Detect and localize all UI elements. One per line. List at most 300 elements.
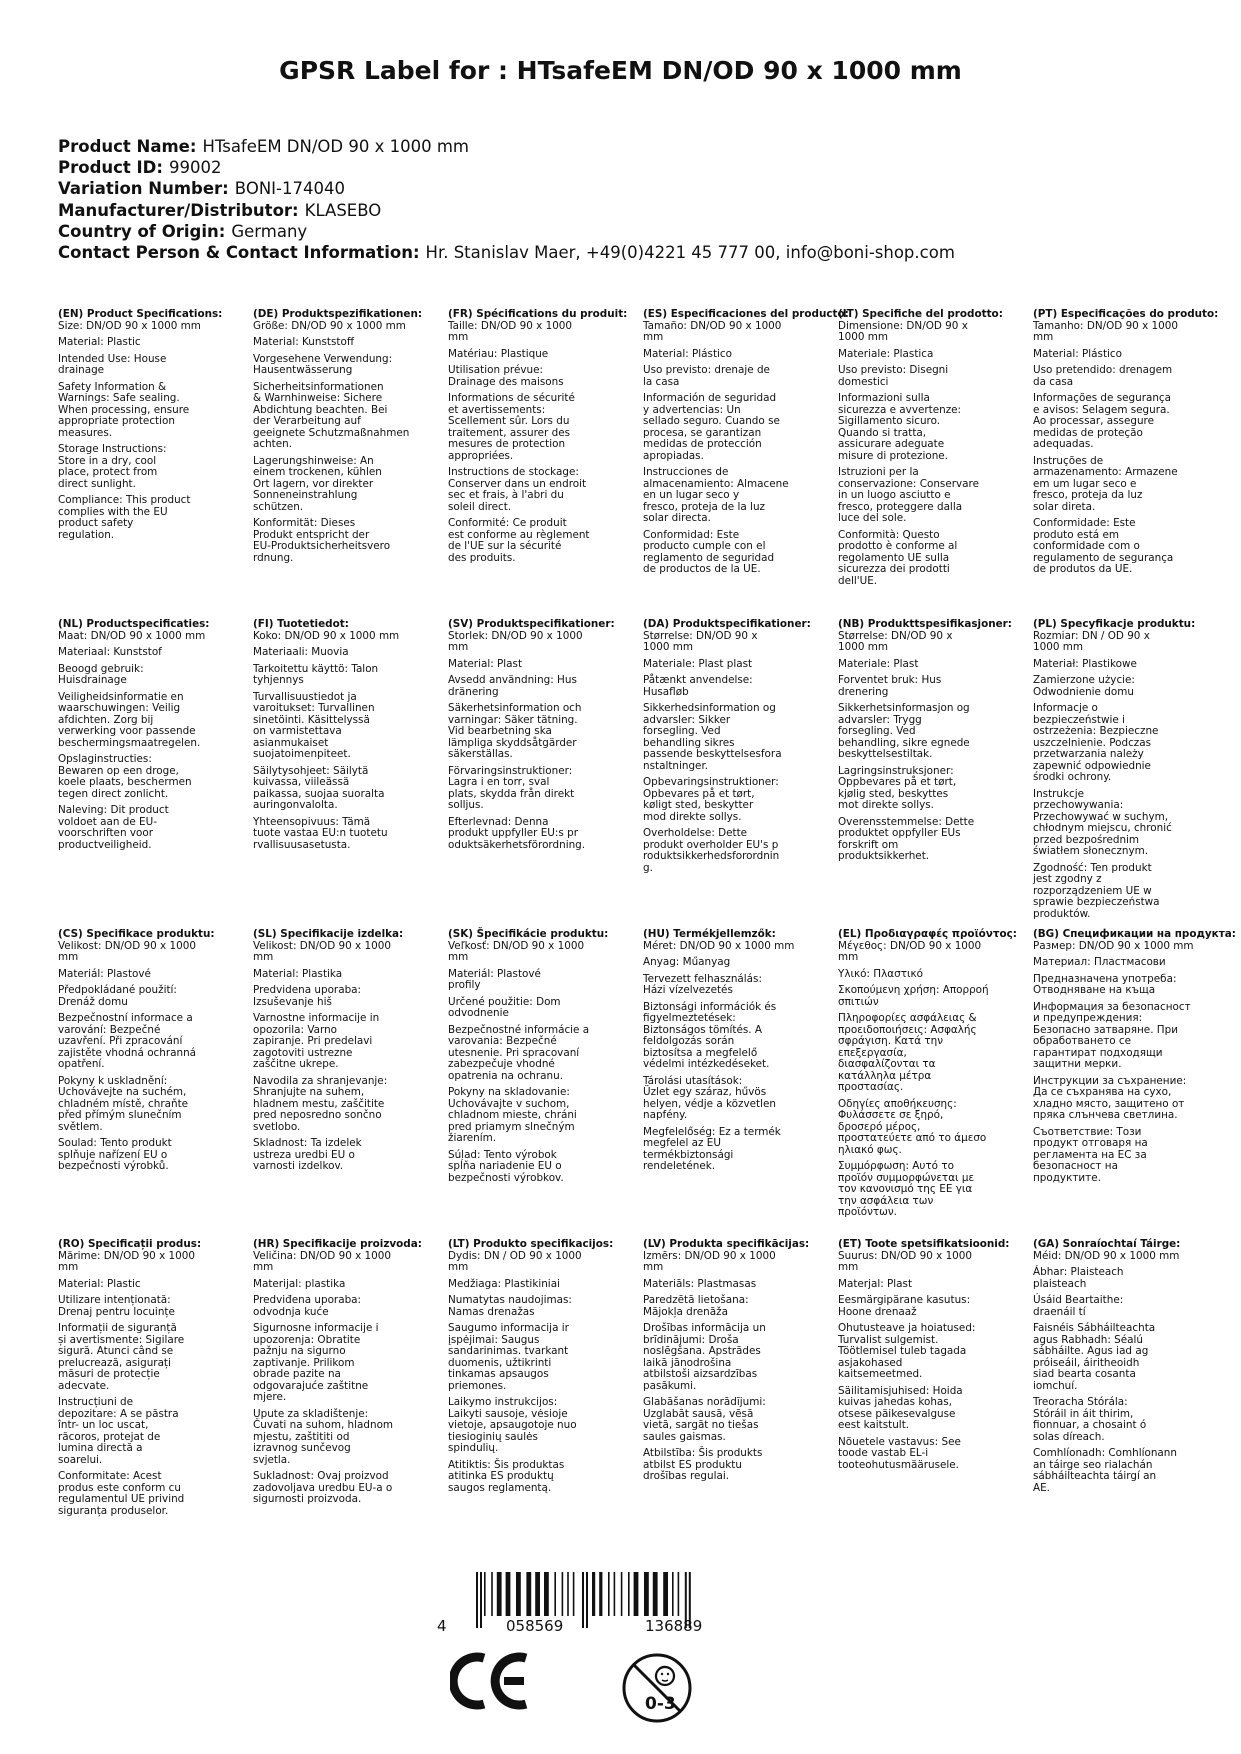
spec-heading: (NB) Produkttspesifikasjoner: <box>838 618 1012 630</box>
spec-line: svetlobo. <box>253 1120 301 1133</box>
spec-line: hladnem mestu, zaščitite <box>253 1097 385 1110</box>
spec-line: Przechowywać w suchym, <box>1033 810 1169 823</box>
spec-line: 1000 mm <box>838 331 888 343</box>
spec-line: próiseáil, áiritheoidh <box>1033 1356 1140 1369</box>
spec-line: Odwodnienie domu <box>1033 685 1134 698</box>
spec-line: Størrelse: DN/OD 90 x <box>643 629 758 642</box>
spec-line: Dydis: DN / OD 90 x 1000 <box>448 1249 582 1262</box>
spec-heading: (DE) Produktspezifikationen: <box>253 308 422 320</box>
spec-line: mot direkte sollys. <box>838 799 934 811</box>
spec-line: säkerställas. <box>448 748 513 760</box>
spec-line: køligt sted, beskytter <box>643 799 754 811</box>
spec-line: sicurezza dei prodotti <box>838 563 950 575</box>
spec-line: otsese päikesevalguse <box>838 1407 956 1420</box>
spec-line: Intended Use: House <box>58 352 167 365</box>
spec-line: sigurnosti proizvoda. <box>253 1493 362 1505</box>
spec-line: y advertencias: Un <box>643 403 741 416</box>
spec-line: Материал: Пластмасови <box>1033 956 1166 968</box>
spec-line: Anyag: Műanyag <box>643 956 731 968</box>
spec-line: medidas de proteção <box>1033 426 1143 439</box>
spec-line: Predviđena uporaba: <box>253 1294 362 1306</box>
spec-line: и предупреждения: <box>1033 1012 1143 1024</box>
barcode-bar <box>506 1572 511 1616</box>
spec-line: Drenaj pentru locuințe <box>58 1305 175 1318</box>
spec-line: profily <box>448 979 481 991</box>
spec-line: Házi vízelvezetés <box>643 984 733 996</box>
spec-line: Size: DN/OD 90 x 1000 mm <box>58 319 201 332</box>
spec-line: adecvate. <box>58 1379 110 1392</box>
spec-line: Drenáž domu <box>58 995 128 1008</box>
spec-line: nstaltninger. <box>643 759 709 772</box>
barcode-bar <box>491 1572 493 1616</box>
spec-line: mm <box>448 331 469 343</box>
spec-line: Förvaringsinstruktioner: <box>448 764 573 777</box>
spec-line: sprawie bezpieczeństwa <box>1033 896 1160 908</box>
spec-line: επεξεργασία, <box>838 1046 907 1059</box>
spec-line: Atbilstība: Šis produkts <box>643 1447 763 1459</box>
spec-line: Materijal: plastika <box>253 1277 346 1290</box>
spec-block <box>1033 309 1221 576</box>
spec-line: защитни мерки. <box>1033 1058 1122 1070</box>
spec-line: rozporządzeniem UE w <box>1033 884 1152 897</box>
spec-line: προστατεύετε από το άμεσο <box>838 1132 987 1144</box>
spec-line: 1000 mm <box>643 641 693 653</box>
spec-line: voldoet aan de EU- <box>58 815 157 828</box>
spec-heading: (PT) Especificações do produto: <box>1033 308 1219 320</box>
spec-line: behandling sikres <box>643 736 735 749</box>
spec-line: Tamanho: DN/OD 90 x 1000 <box>1033 319 1178 332</box>
spec-line: Súlad: Tento výrobok <box>448 1148 557 1161</box>
spec-line: zadovoljava uredbu EU-a o <box>253 1481 393 1494</box>
spec-line: Veľkosť: DN/OD 90 x 1000 <box>448 939 585 952</box>
spec-line: Υλικό: Πλαστικό <box>838 967 923 980</box>
spec-line: zajistěte vhodná ochranná <box>58 1046 197 1059</box>
spec-line: forskrift om <box>838 838 899 851</box>
spec-line: Sigillamento sicuro. <box>838 415 941 427</box>
spec-line: produkt overholder EU's p <box>643 838 779 851</box>
spec-line: Materiál: Plastové <box>448 967 541 980</box>
spec-line: răcoros, protejat de <box>58 1430 161 1443</box>
spec-line: varovania: Bezpečné <box>448 1035 557 1047</box>
spec-line: Sicherheitsinformationen <box>253 380 384 393</box>
spec-line: zapewnić odpowiednie <box>1033 759 1151 772</box>
spec-block <box>58 1239 246 1517</box>
spec-line: Φυλάσσετε σε ξηρό, <box>838 1109 944 1121</box>
spec-line: Instructions de stockage: <box>448 466 579 478</box>
info-row-country <box>58 221 955 242</box>
spec-line: noslēgšana. Apstrādes <box>643 1345 761 1357</box>
spec-line: toode vastab EL-i <box>838 1447 929 1459</box>
spec-line: plats, skydda från direkt <box>448 787 575 800</box>
spec-line: kjølig sted, beskyttes <box>838 787 949 800</box>
spec-line: Uso previsto: Disegni <box>838 364 949 376</box>
spec-line: Varnostne informacije in <box>253 1012 380 1024</box>
spec-line: atbilst ES produktu <box>643 1458 742 1471</box>
spec-line: produktów. <box>1033 907 1091 920</box>
spec-line: Conserver dans un endroit <box>448 477 587 490</box>
spec-line: atitinka ES produktų <box>448 1470 554 1482</box>
spec-line: depozitare: A se păstra <box>58 1407 179 1420</box>
spec-line: Bezpečnostné informácie a <box>448 1023 590 1036</box>
spec-line: τον κανονισμό της ΕΕ για <box>838 1183 973 1195</box>
spec-line: on varmistettava <box>253 725 342 737</box>
spec-line: rendeletének. <box>643 1160 716 1172</box>
spec-line: asjakohased <box>838 1356 903 1369</box>
spec-line: ustreza uredbi EU o <box>253 1148 355 1161</box>
spec-line: agus Rabhadh: Séalú <box>1033 1333 1143 1346</box>
barcode-bar <box>672 1572 674 1616</box>
ce-mark-icon <box>450 1652 530 1710</box>
spec-line: de l'UE sur la sécurité <box>448 540 562 552</box>
spec-line: procesa, se garantizan <box>643 426 762 439</box>
spec-line: Huisdrainage <box>58 674 127 686</box>
spec-line: světlem. <box>58 1120 103 1133</box>
spec-line: Pokyny na skladovanie: <box>448 1086 570 1098</box>
barcode-bar <box>592 1572 595 1616</box>
spec-line: Soulad: Tento produkt <box>58 1137 172 1149</box>
spec-line: Üzlet egy száraz, hűvös <box>643 1086 767 1098</box>
spec-line: duomenis, užtikrinti <box>448 1356 552 1369</box>
spec-line: appropriate protection <box>58 415 175 427</box>
spec-line: zagotoviti ustrezne <box>253 1046 353 1059</box>
spec-line: laikā jānodrošina <box>643 1356 732 1369</box>
barcode-bar <box>567 1572 569 1616</box>
spec-line: mm <box>838 1261 859 1273</box>
spec-line: Utilizare intenționată: <box>58 1294 171 1306</box>
spec-line: Materiaali: Muovia <box>253 646 349 658</box>
barcode-bar <box>544 1572 549 1616</box>
spec-line: brīdinājumi: Droša <box>643 1333 739 1346</box>
spec-line: Nõuetele vastavus: See <box>838 1435 961 1448</box>
spec-line: Conformidade: Este <box>1033 517 1136 529</box>
spec-line: Veličina: DN/OD 90 x 1000 <box>253 1249 391 1262</box>
spec-line: producto cumple con el <box>643 540 766 552</box>
spec-line: măsuri de protecție <box>58 1368 160 1380</box>
spec-line: lämpliga skyddsåtgärder <box>448 736 577 749</box>
spec-line: przetwarzania należy <box>1033 748 1144 760</box>
spec-heading: (GA) Sonraíochtaí Táirge: <box>1033 1238 1181 1250</box>
spec-line: гарантират подходящи <box>1033 1046 1163 1059</box>
spec-line: προστασίας. <box>838 1081 904 1093</box>
spec-block <box>58 619 246 851</box>
spec-line: mm <box>448 641 469 653</box>
spec-line: soleil direct. <box>448 500 512 513</box>
spec-line: mm <box>58 951 79 963</box>
spec-line: Dimensione: DN/OD 90 x <box>838 319 968 332</box>
spec-line: Materjal: Plast <box>838 1277 913 1290</box>
spec-block <box>448 309 636 564</box>
spec-line: Shranjujte na suhem, <box>253 1086 365 1098</box>
spec-line: Instrukcje <box>1033 787 1085 800</box>
spec-line: regulamento de segurança <box>1033 551 1174 564</box>
barcode-bar <box>678 1572 680 1616</box>
barcode-bar <box>599 1572 602 1616</box>
spec-line: продукт отговаря на <box>1033 1137 1148 1149</box>
spec-line: lumina directă a <box>58 1442 143 1454</box>
spec-line: solljus. <box>448 799 484 811</box>
spec-line: upozorenja: Obratite <box>253 1333 361 1346</box>
spec-line: napfény. <box>643 1109 688 1121</box>
spec-line: adequadas. <box>1033 438 1094 450</box>
barcode-bar <box>663 1572 668 1616</box>
info-row-manufacturer <box>58 200 955 221</box>
spec-heading: (FR) Spécifications du produit: <box>448 308 628 320</box>
spec-line: Efterlevnad: Denna <box>448 815 549 828</box>
barcode-bar <box>582 1572 584 1628</box>
spec-heading: (IT) Specifiche del prodotto: <box>838 308 1003 320</box>
spec-line: odgovarajuće zaštitne <box>253 1379 369 1392</box>
spec-line: Maat: DN/OD 90 x 1000 mm <box>58 629 206 642</box>
spec-line: Lagerungshinweise: An <box>253 454 374 467</box>
spec-line: Informacje o <box>1033 702 1098 714</box>
spec-line: προϊόν συμμορφώνεται με <box>838 1171 975 1184</box>
barcode-digits-left: 058569 <box>506 1617 564 1635</box>
spec-line: Opslaginstructies: <box>58 753 152 765</box>
spec-line: regulation. <box>58 528 115 541</box>
spec-line: mm <box>253 951 274 963</box>
spec-line: em um lugar seco e <box>1033 477 1137 490</box>
spec-line: varování: Bezpečné <box>58 1023 161 1036</box>
spec-line: drenering <box>838 685 889 698</box>
spec-line: measures. <box>58 426 113 439</box>
spec-line: προειδοποιήσεις: Ασφαλής <box>838 1023 977 1036</box>
spec-line: Mărime: DN/OD 90 x 1000 <box>58 1249 195 1262</box>
spec-line: Materiale: Plast <box>838 657 919 670</box>
spec-line: įspėjimai: Saugus <box>448 1333 540 1346</box>
spec-line: Säilytysohjeet: Säilytä <box>253 764 369 777</box>
spec-heading: (EL) Προδιαγραφές προϊόντος: <box>838 928 1017 940</box>
spec-line: uzavření. Při zpracování <box>58 1035 183 1047</box>
spec-line: Storlek: DN/OD 90 x 1000 <box>448 629 583 642</box>
spec-line: Comhlíonadh: Comhlíonann <box>1033 1447 1177 1459</box>
spec-line: behandling, sikre egnede <box>838 736 970 749</box>
spec-line: Taille: DN/OD 90 x 1000 <box>448 319 573 332</box>
spec-heading: (SK) Špecifikácie produktu: <box>448 928 609 940</box>
spec-line: Produkt entspricht der <box>253 528 370 541</box>
spec-line: Yhteensopivuus: Tämä <box>253 815 371 828</box>
spec-line: Eesmärgipärane kasutus: <box>838 1294 971 1306</box>
spec-line: assicurare adeguate <box>838 438 945 450</box>
spec-line: Instruções de <box>1033 454 1104 467</box>
spec-line: Sonneneinstrahlung <box>253 489 358 501</box>
spec-line: place, protect from <box>58 466 158 478</box>
spec-line: varningar: Säker tätning. <box>448 713 578 726</box>
spec-line: sábháilte. Agus iad ag <box>1033 1345 1149 1357</box>
spec-line: plaisteach <box>1033 1277 1087 1290</box>
spec-line: bezpečnosti výrobků. <box>58 1160 169 1172</box>
spec-line: helyen, védje a közvetlen <box>643 1097 776 1110</box>
spec-line: dell'UE. <box>838 574 878 587</box>
spec-line: Overholdelse: Dette <box>643 827 748 839</box>
spec-line: Vorgesehene Verwendung: <box>253 352 393 365</box>
spec-line: saugos reglamentą. <box>448 1481 552 1494</box>
info-row-variation-number <box>58 178 955 199</box>
spec-line: apropiadas. <box>643 449 704 462</box>
spec-line: uszczelnienie. Podczas <box>1033 736 1152 749</box>
spec-line: rvallisuusasetusta. <box>253 838 351 851</box>
spec-line: σπιτιών <box>838 995 879 1008</box>
spec-line: et avertissements: <box>448 403 546 416</box>
spec-line: sec et frais, à l'abri du <box>448 489 564 501</box>
spec-line: Bezpečnostní informace a <box>58 1012 193 1024</box>
spec-line: da casa <box>1033 375 1074 388</box>
spec-block <box>1033 1239 1221 1494</box>
spec-line: Størrelse: DN/OD 90 x <box>838 629 953 642</box>
spec-line: προϊόντων. <box>838 1206 897 1218</box>
spec-line: opatrenia na ochranu. <box>448 1069 563 1082</box>
spec-line: Biztonsági információk és <box>643 1000 777 1013</box>
spec-heading: (SV) Produktspecifikationer: <box>448 618 615 630</box>
barcode-digit-prefix: 4 <box>437 1617 447 1635</box>
barcode-bar <box>608 1572 610 1616</box>
spec-line: Informazioni sulla <box>838 392 930 404</box>
spec-line: Zgodność: Ten produkt <box>1033 861 1152 874</box>
spec-line: Oppbevares på et tørt, <box>838 776 957 788</box>
spec-line: Información de seguridad <box>643 392 777 404</box>
spec-block <box>253 1239 441 1506</box>
spec-line: sábháilteachta táirgí an <box>1033 1470 1157 1482</box>
spec-line: chladném místě, chraňte <box>58 1097 189 1110</box>
spec-line: Rozmiar: DN / OD 90 x <box>1033 629 1150 642</box>
barcode-bar <box>497 1572 502 1616</box>
barcode-bar <box>621 1572 623 1616</box>
spec-line: roduktsikkerhedsforordnin <box>643 850 780 862</box>
spec-line: fionnuar, a chosaint ó <box>1033 1419 1147 1431</box>
spec-line: produs este conform cu <box>58 1481 181 1494</box>
spec-line: auringonvalolta. <box>253 799 338 811</box>
spec-line: solar directa. <box>643 512 711 524</box>
spec-line: biztosítsa a megfelelő <box>643 1046 758 1059</box>
spec-line: регламента на ЕС за <box>1033 1148 1147 1161</box>
spec-line: mesures de protection <box>448 438 566 450</box>
spec-line: zaščitne ukrepe. <box>253 1058 339 1070</box>
spec-line: Forventet bruk: Hus <box>838 674 942 686</box>
spec-line: środki ochrony. <box>1033 771 1112 783</box>
spec-heading: (BG) Спецификации на продукта: <box>1033 928 1236 940</box>
spec-line: Informații de siguranță <box>58 1322 177 1334</box>
spec-line: Conformidad: Este <box>643 528 740 541</box>
spec-line: prelucrează, asigurați <box>58 1356 171 1369</box>
spec-line: tyhjennys <box>253 674 304 686</box>
spec-line: Säkerhetsinformation och <box>448 702 582 714</box>
spec-line: Turvalist sulgemist. <box>838 1333 939 1346</box>
spec-line: Biztonságos tömítés. A <box>643 1023 762 1036</box>
info-value: Germany <box>231 221 308 241</box>
spec-line: paikassa, suojaa suoralta <box>253 787 385 800</box>
spec-line: afdichten. Zorg bij <box>58 713 154 726</box>
spec-line: Uchovávajte v suchom, <box>448 1097 570 1110</box>
spec-heading: (LT) Produkto specifikacijos: <box>448 1238 614 1250</box>
spec-block <box>643 308 849 576</box>
spec-line: est conforme au règlement <box>448 528 590 541</box>
spec-line: Laikymo instrukcijos: <box>448 1396 558 1408</box>
spec-line: Tamaño: DN/OD 90 x 1000 <box>643 319 782 332</box>
spec-line: e avisos: Selagem segura. <box>1033 403 1170 416</box>
spec-line: Μέγεθος: DN/OD 90 x 1000 <box>838 939 982 952</box>
spec-line: Töötlemisel tuleb tagada <box>838 1345 967 1357</box>
spec-line: Tervezett felhasználás: <box>643 972 762 985</box>
spec-line: žiarením. <box>448 1132 497 1144</box>
spec-line: Hoone drenaaž <box>838 1305 917 1318</box>
spec-line: megfelel az EU <box>643 1137 721 1149</box>
info-value: HTsafeEM DN/OD 90 x 1000 mm <box>202 137 469 156</box>
spec-line: Materiale: Plast plast <box>643 657 753 670</box>
spec-line: Veiligheidsinformatie en <box>58 690 184 703</box>
spec-line: mm <box>1033 331 1054 343</box>
spec-block <box>838 619 1026 863</box>
spec-line: Bewaren op een droge, <box>58 764 179 777</box>
spec-line: geeignete Schutzmaßnahmen <box>253 426 410 439</box>
spec-heading: (EN) Product Specifications: <box>58 308 223 320</box>
spec-line: Instrucțiuni de <box>58 1396 134 1408</box>
spec-line: Instrucciones de <box>643 466 729 478</box>
spec-line: Naleving: Dit product <box>58 804 169 816</box>
spec-line: bezpieczeństwie i <box>1033 713 1125 726</box>
spec-line: rdnung. <box>253 551 294 564</box>
spec-line: Размер: DN/OD 90 x 1000 mm <box>1033 939 1194 952</box>
spec-line: tooteohutusmäärusele. <box>838 1458 959 1471</box>
spec-line: an táirge seo rialachán <box>1033 1458 1153 1471</box>
spec-line: mod direkte sollys. <box>643 810 742 823</box>
spec-line: almacenamiento: Almacene <box>643 477 789 490</box>
spec-heading: (PL) Specyfikacje produktu: <box>1033 618 1196 630</box>
spec-line: Materiale: Plastica <box>838 347 934 360</box>
spec-line: Materiał: Plastikowe <box>1033 657 1137 670</box>
spec-line: Ohutusteave ja hoiatused: <box>838 1322 976 1334</box>
spec-line: tegen direct zonlicht. <box>58 787 169 800</box>
spec-line: utesnenie. Pri spracovaní <box>448 1046 580 1059</box>
spec-line: Σκοπούμενη χρήση: Απορροή <box>838 984 989 996</box>
spec-line: armazenamento: Armazene <box>1033 466 1178 478</box>
spec-line: tiesioginių saulės <box>448 1430 538 1443</box>
spec-line: Uso previsto: drenaje de <box>643 364 770 376</box>
age-warning-text: 0-3 <box>645 1694 676 1714</box>
spec-line: Sukladnost: Ovaj proizvod <box>253 1470 389 1482</box>
spec-line: conservazione: Conservare <box>838 477 979 490</box>
spec-heading: (LV) Produkta specifikācijas: <box>643 1238 810 1250</box>
spec-line: solar direta. <box>1033 500 1096 513</box>
spec-line: Material: Plastic <box>58 336 141 348</box>
spec-line: Opbevaringsinstruktioner: <box>643 776 779 788</box>
spec-line: ostrzeżenia: Bezpieczne <box>1033 725 1159 737</box>
spec-line: prodotto è conforme al <box>838 540 958 552</box>
barcode-bar <box>562 1572 564 1616</box>
spec-line: sellado seguro. Cuando se <box>643 415 780 427</box>
spec-line: Upute za skladištenje: <box>253 1407 369 1420</box>
spec-line: Påtænkt anvendelse: <box>643 674 753 686</box>
spec-line: obrade pazite na <box>253 1368 341 1380</box>
spec-line: Glabāšanas norādījumi: <box>643 1396 766 1408</box>
info-label: Manufacturer/Distributor: <box>58 200 299 220</box>
spec-line: pred priamym slnečným <box>448 1120 575 1133</box>
spec-line: pred neposredno sončno <box>253 1109 382 1121</box>
spec-heading: (RO) Specificații produs: <box>58 1238 202 1250</box>
spec-line: vietā, sargāt no tiešas <box>643 1419 759 1431</box>
barcode-bar <box>480 1572 482 1628</box>
spec-line: drainage <box>58 364 105 376</box>
spec-line: sinetöinti. Käsittelyssä <box>253 713 370 726</box>
spec-line: fresco, proteggere dalla <box>838 500 963 513</box>
spec-line: Určené použitie: Dom <box>448 995 561 1008</box>
spec-line: de produtos da UE. <box>1033 563 1133 575</box>
spec-line: zapiranje. Pri predelavi <box>253 1035 373 1047</box>
spec-line: την ασφάλεια των <box>838 1194 934 1207</box>
spec-block <box>1033 928 1236 1184</box>
info-row-product-id <box>58 157 955 178</box>
spec-line: Namas drenažas <box>448 1305 535 1318</box>
spec-line: Opbevares på et tørt, <box>643 787 755 800</box>
spec-line: varnosti izdelkov. <box>253 1160 344 1172</box>
